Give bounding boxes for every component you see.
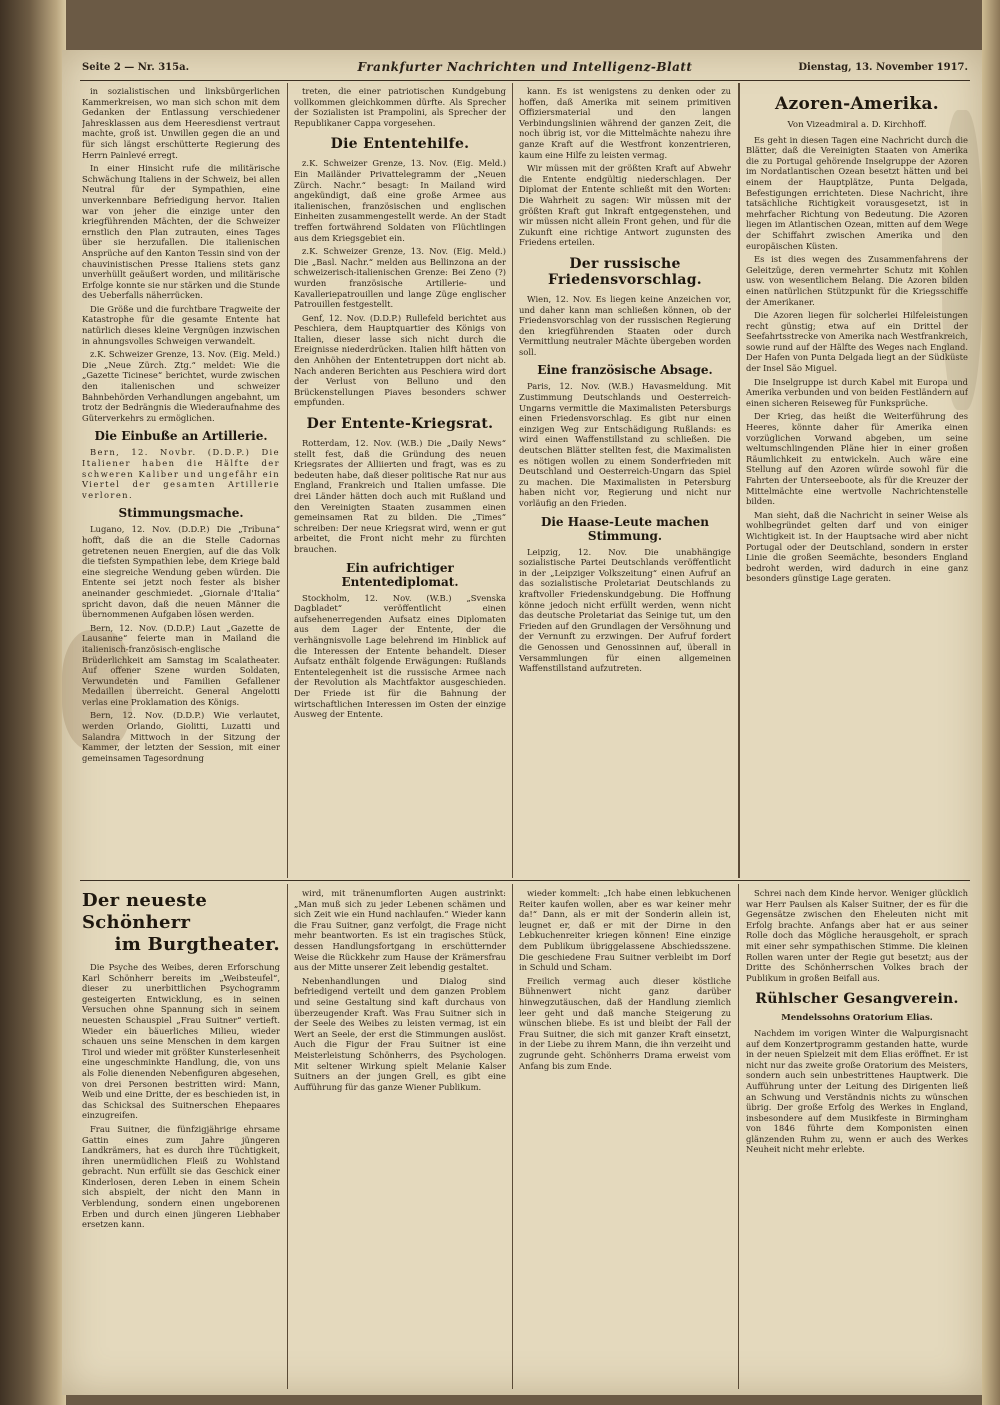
- paragraph: Frau Suitner, die fünfzigjährige ehrsame Gattin eines zum Jahre jüngeren Landkrämers, hat es durch ihre Tüchtigkeit, ihren unermüdlichen Fleiß zu Wohlstand gebracht. Nun erfüllt sie das Geschick einer Kinderlosen, deren Leben in einem Schein sich abspielt, der nicht den Mann in Verblendung, sondern einen ungeborenen Erben und durch einen jüngeren Liebhaber ersetzen kann.: [82, 1123, 280, 1230]
- paragraph: Freilich vermag auch dieser köstliche Bühnenwert nicht ganz darüber hinwegzutäuschen, daß der Handlung ziemlich leer geht und daß manche Steigerung zu wünschen bliebe. Es ist und bleibt der Fall der Frau Suitner, die sich mit ganzer Kraft einsetzt, in der Liebe zu ihrem Mann, die ihn verzeiht und zugrunde geht. Schönherrs Drama erweist vom Anfang bis zum Ende.: [519, 975, 731, 1071]
- headline-einbusse: Die Einbuße an Artillerie.: [94, 429, 268, 444]
- feuilleton-column-3: [519, 888, 731, 1388]
- paragraph: wird, mit tränenumflorten Augen austrinkt: „Man muß sich zu jeder Lebenen schämen und sich Zeit wie ein Hund nachlaufen.“ Wieder kann die Frau Suitner, ganz verfolgt, die Frage nicht mehr beantworten. Es ist ein tragisches Stück, dessen Handlungsfortgang in erschütternder Weise die Rückkehr zum Hause der Krämersfrau aus der Mitte unserer Zeit lebendig gestaltet.: [294, 888, 506, 973]
- paragraph: Stockholm, 12. Nov. (W.B.) „Svenska Dagbladet“ veröffentlicht einen aufsehenerregenden Aufsatz eines Diplomaten aus dem Lager der Entente, der die verhängnisvolle Lage belehrend im Hinblick auf die Interessen der Entente behandelt. Dieser Aufsatz enthält folgende Erwägungen: Rußlands Ententelegenheit ist die russische Armee nach der Revolution als Machtfaktor ausgeschieden. Der Friede ist für die Bahnung der wirtschaftlichen Interessen im Osten der einzige Ausweg der Entente.: [294, 592, 506, 720]
- paragraph: Die Inselgruppe ist durch Kabel mit Europa und Amerika verbunden und von beiden Festländern auf einen sicheren Reiseweg für Funksprüche.: [746, 376, 968, 408]
- paragraph: Lugano, 12. Nov. (D.D.P.) Die „Tribuna“ hofft, daß die an die Stelle Cadornas getretenen neuen Energien, auf die das Volk die tiefsten Sympathien lebe, dem Kriege bald eine siegreiche Wendung geben würden. Die Entente sei jetzt noch fester als bisher aneinander geschmiedet. „Giornale d'Italia“ spricht davon, daß die neuen Männer die übernommenen Aufgaben lösen werden.: [82, 524, 280, 620]
- paragraph: Bern, 12. Novbr. (D.D.P.) Die Italiener haben die Hälfte der schweren Kaliber und ungefähr ein Viertel der gesamten Artillerie verloren.: [82, 447, 280, 500]
- paragraph: treten, die einer patriotischen Kundgebung vollkommen gleichkommen dürfte. Als Sprecher der Sozialisten ist Prampolini, als Sprecher der Republikaner Cappa vorgesehen.: [294, 86, 506, 128]
- paragraph: Nebenhandlungen und Dialog sind befriedigend verteilt und dem ganzen Problem und seine Gestaltung sind kaft durchaus von überzeugender Kraft. Was Frau Suitner sich in der Seele des Weibes zu leisten vermag, ist ein Wert an Seele, der erst die Stimmungen auslöst. Auch die Figur der Frau Suitner ist eine Meisterleistung Schönherrs, des Psychologen. Mit seltener Wirkung spielt Melanie Kalser Suitners an der jungen Grell, es gibt eine Aufführung für das ganze Wiener Publikum.: [294, 975, 506, 1092]
- issue-date: Dienstag, 13. November 1917.: [798, 62, 968, 73]
- page-number: Seite 2 — Nr. 315a.: [82, 62, 190, 73]
- headline-friedensvorschlag: Der russische Friedensvorschlag.: [548, 255, 702, 288]
- headline-kriegsrat: Der Entente-Kriegsrat.: [306, 416, 494, 433]
- headline-ententediplomat: Ein aufrichtiger Ententediplomat.: [341, 560, 459, 589]
- headline-stimmungsmache: Stimmungsmache.: [118, 506, 244, 521]
- paragraph: z.K. Schweizer Grenze, 13. Nov. (Eig. Meld.) Ein Mailänder Privattelegramm der „Neuen Zürch. Nachr.“ besagt: In Mailand wird angekündigt, daß eine große Armee aus italienischen, französischen und englischen Einheiten zusammengestellt werde. An der Stadt treffen fortwährend Soldaten von Flüchtlingen aus dem Kriegsgebiet ein.: [294, 158, 506, 243]
- paragraph: Es ist dies wegen des Zusammenfahrens der Geleitzüge, deren vermehrter Schutz mit Kohlen usw. von wesentlichem Belang. Die Azoren bilden einen natürlichen Stützpunkt für die Kriegsschiffe der Amerikaner.: [746, 254, 968, 307]
- feuilleton-column-4: [746, 888, 968, 1388]
- section-rule: [80, 880, 970, 881]
- paragraph: Schrei nach dem Kinde hervor. Weniger glücklich war Herr Paulsen als Kalser Suitner, der es für die Gegensätze zwischen den Eheleuten nicht mit Erfolg brachte. Anfangs aber hat er aus seiner Rolle doch das Mögliche herausgeholt, er sprach mit einer sehr sympathischen Stimme. Die kleinen Rollen waren unter der Regie gut besetzt; aus der Dritte des Schönherrschen Volkes brach der Publikum in großen Beifall aus.: [746, 888, 968, 983]
- paragraph: Es geht in diesen Tagen eine Nachricht durch die Blätter, daß die Vereinigten Staaten von Amerika die zu Portugal gehörende Inselgruppe der Azoren im Nordatlantischen Ozean besetzt hätten und bei einem der Hauptplätze, Punta Delgada, Befestigungen errichteten. Diese Nachricht, ihre tatsächliche Richtigkeit vorausgesetzt, ist in mehrfacher Richtung von Bedeutung. Die Azoren liegen im Atlantischen Ozean, mitten auf dem Wege der Schiffahrt zwischen Amerika und den europäischen Küsten.: [746, 134, 968, 251]
- paragraph: Die Azoren liegen für solcherlei Hilfeleistungen recht günstig; etwa auf ein Drittel der Seefahrtsstrecke von Amerika nach Westfrankreich, sowie rund auf der Hälfte des Weges nach England. Der Hafen von Punta Delgada liegt an der Südküste der Insel São Miguel.: [746, 310, 968, 374]
- paragraph: Die Größe und die furchtbare Tragweite der Katastrophe für die gesamte Entente hat natürlich dieses kleine Vergnügen inzwischen in ahnungsvolles Schweigen verwandelt.: [82, 303, 280, 346]
- headline-haase-leute: Die Haase-Leute machen Stimmung.: [540, 514, 710, 543]
- paper-stain: [942, 110, 982, 410]
- subheadline-elias: Mendelssohns Oratorium Elias.: [781, 1013, 933, 1024]
- paragraph: Rotterdam, 12. Nov. (W.B.) Die „Daily News“ stellt fest, daß die Gründung des neuen Kriegsrates der Alliierten und fragt, was es zu bedeuten habe, daß dieser politische Rat nur aus England, Frankreich und Italien umfasse. Die drei Länder hätten doch auch mit Rußland und den Vereinigten Staaten zusammen einen gemeinsamen Rat zu bilden. Die „Times“ schreiben: Der neue Kriegsrat wird, wenn er gut arbeitet, die Front nicht mehr zu fürchten brauchen.: [294, 438, 506, 554]
- paragraph: z.K. Schweizer Grenze, 13. Nov. (Eig. Meld.) Die „Basl. Nachr.“ melden aus Bellinzona an der schweizerisch-italienischen Grenze: Bei Zeno (?) wurden französische Artillerie- und Kavalleriepatrouillen und lange Züge englischer Patrouillen festgestellt.: [294, 246, 506, 310]
- newspaper-name: Frankfurter Nachrichten und Intelligenz-Blatt: [357, 60, 693, 74]
- paragraph: wieder kommelt: „Ich habe einen lebkuchenen Reiter kaufen wollen, aber es war keiner mehr da!“ Dann, als er mit der Sonderin allein ist, leugnet er, daß er mit der Dirne in den Lebkuchenreiter kriegen können! Eine einzige dem Publikum übriggelassene Abschiedsszene. Die geschiedene Frau Suitner verbleibt im Dorf in Schuld und Scham.: [519, 888, 731, 973]
- paragraph: in sozialistischen und linksbürgerlichen Kammerkreisen, wo man sich schon mit dem Gedanken der Entlassung verschiedener Jahresklassen aus dem Heeresdienst vertraut machte, groß ist. Unwillen gegen die an und für sich längst erschütterte Regierung des Herrn Painlevé erregt.: [82, 86, 280, 160]
- headline-absage: Eine französische Absage.: [537, 363, 713, 378]
- paragraph: kann. Es ist wenigstens zu denken oder zu hoffen, daß Amerika mit seinem primitiven Offiziersmaterial und den langen Verbindungslinien während der ganzen Zeit, die noch übrig ist, vor die Mittelmächte nahezu ihre ganze Kraft auf die Westfront konzentrieren, kaum eine Hilfe zu leisten vermag.: [519, 86, 731, 160]
- article-column-1: [82, 86, 280, 876]
- headline-gesangverein: Rühlscher Gesangverein.: [755, 991, 959, 1008]
- feuilleton-column-1: [82, 888, 280, 1388]
- column-rule: [738, 83, 740, 878]
- headline-ententehilfe: Die Ententehilfe.: [330, 136, 470, 153]
- page-header: [82, 58, 968, 78]
- paragraph: Nachdem im vorigen Winter die Walpurgisnacht auf dem Konzertprogramm gestanden hatte, wurde in der neuen Spielzeit mit dem Elias eröffnet. Er ist nicht nur das zweite große Oratorium des Meisters, sondern auch sein unbestrittenes Hauptwerk. Die Aufführung unter der Leitung des Dirigenten ließ an Schwung und Verständnis nichts zu wünschen übrig. Der große Erfolg des Werkes in England, insbesondere auf dem Musikfeste in Birmingham von 1846 führte dem Komponisten einen glänzenden Ruhm zu, wenn er auch des Werkes Neuheit nicht mehr erlebte.: [746, 1027, 968, 1155]
- paragraph: Paris, 12. Nov. (W.B.) Havasmeldung. Mit Zustimmung Deutschlands und Oesterreich-Ungarns vermittle die Maximalisten Petersburgs einen Friedensvorschlag. Es gibt nur einen einzigen Weg zur Entschädigung Rußlands: es wird einen Waffenstillstand zu schließen. Die deutschen Blätter stellten fest, die Maximalisten es nötigen wollen zu einem Sonderfrieden mit Deutschland und Oesterreich-Ungarn das Spiel zu machen. Die Maximalisten in Petersburg haben nicht vor, Regierung und nicht nur vorläufig an den Frieden.: [519, 381, 731, 508]
- header-rule: [80, 80, 970, 81]
- article-column-2: [294, 86, 506, 876]
- paragraph: Genf, 12. Nov. (D.D.P.) Rullefeld berichtet aus Peschiera, dem Hauptquartier des Königs von Italien, dieser lasse sich nicht durch die Ereignisse niederdrücken. Italien hilft hätten von den Anhöhen der Ententetruppen dort nicht ab. Nach anderen Berichten aus Peschiera wird dort der Verlust von Belluno und den Brückenstellungen Piaves besonders schwer empfunden.: [294, 312, 506, 408]
- paper-stain: [62, 630, 132, 750]
- paragraph: In einer Hinsicht rufe die militärische Schwächung Italiens in der Schweiz, bei allen Neutral für der Sympathien, eine unverkennbare Befriedigung hervor. Italien war von jeher die einzige unter den kriegführenden Mächten, der die Schweizer ernstlich den Plan zutrauten, eines Tages über sie herzufallen. Die italienischen Ansprüche auf den Kanton Tessin sind von der chauvinistischen Presse Italiens stets ganz unverhüllt geäußert worden, und militärische Erfolge konnte sie nur stärken und die Stunde des Ueberfalls näherrücken.: [82, 163, 280, 301]
- column-rule: [287, 83, 288, 878]
- paragraph: Wir müssen mit der größten Kraft auf Abwehr die Entente endgültig niederschlagen. Der Diplomat der Entente schließt mit den Worten: Die Wahrheit zu sagen: Wir müssen mit der größten Kraft gut Inkraft entgegenstehen, und wir müssen nicht allein Front gehen, und für die Zukunft eine richtige Antwort zugunsten des Friedens erteilen.: [519, 163, 731, 248]
- paragraph: Man sieht, daß die Nachricht in seiner Weise als wohlbegründet gelten darf und von einiger Wichtigkeit ist. In der Hauptsache wird aber nicht Portugal oder der Deutschland, sondern in erster Linie die großen Seemächte, besonders England bedroht werden, wird dadurch in eine ganz besonders günstige Lage geraten.: [746, 509, 968, 584]
- paragraph: Der Krieg, das heißt die Weiterführung des Heeres, könnte daher für Amerika einen vorzüglichen Vorwand abgeben, um seine weltumschlingenden Pläne hier in einer großen Räumlichkeit zu entwickeln. Auch wäre eine Stellung auf den Azoren würde sowohl für die Fahrten der Unterseeboote, als für die Kreuzer der Mittelmächte eine wertvolle Nachrichtenstelle bilden.: [746, 411, 968, 507]
- headline-azoren: Azoren-Amerika.: [775, 94, 939, 114]
- paragraph: Bern, 12. Nov. (D.D.P.) Laut „Gazette de Lausanne“ feierte man in Mailand die italienisch-französisch-englische Brüderlichkeit am Samstag im Scalatheater. Auf offener Szene wurden Soldaten, Verwundeten und Familien Gefallener Medaillen überreicht. General Angelotti verlas eine Proklamation des Königs.: [82, 622, 280, 707]
- article-column-4: [746, 86, 968, 876]
- paragraph: Leipzig, 12. Nov. Die unabhängige sozialistische Partei Deutschlands veröffentlicht in der „Leipziger Volkszeitung“ einen Aufruf an das sozialistische Proletariat Deutschlands zu kraftvoller Friedenskundgebung. Die Hoffnung könne jedoch nicht erfüllt werden, wenn nicht das deutsche Proletariat das Seinige tut, um den Frieden auf den Grundlagen der Versöhnung und der Vernunft zu erzwingen. Der Aufruf fordert die Genossen und Genossinnen auf, überall in Versammlungen für einen allgemeinen Waffenstillstand aufzutreten.: [519, 546, 731, 674]
- author-byline: Von Vizeadmiral a. D. Kirchhoff.: [787, 120, 927, 130]
- paragraph: Die Psyche des Weibes, deren Erforschung Karl Schönherr bereits im „Weibsteufel“, dieser zu unerbittlichen Psychogramm gesteigerten Entwicklung, es in seinen Versuchen ohne Spannung sich in seinem neuesten Schauspiel „Frau Suitner“ vertieft. Wieder ein bäuerliches Milieu, wieder schauen uns seine Menschen in dem kargen Tirol und wieder mit größter Kunsterlesenheit eine ungeschminkte Handlung, die, von uns als Folie dienenden Nebenfiguren abgesehen, von drei Personen bestritten wird: Mann, Weib und eine Dritte, der es beschieden ist, in das Schicksal des Suitnerschen Ehepaares einzugreifen.: [82, 962, 280, 1121]
- paragraph: Bern, 12. Nov. (D.D.P.) Wie verlautet, werden Orlando, Giolitti, Luzatti und Salandra Mittwoch in der Sitzung der Kammer, der letzten der Session, mit einer gemeinsamen Tagesordnung: [82, 710, 280, 763]
- paragraph: z.K. Schweizer Grenze, 13. Nov. (Eig. Meld.) Die „Neue Zürch. Ztg.“ meldet: Wie die „Gazette Ticinese“ berichtet, wurde zwischen den italienischen und schweizer Bahnbehörden Verhandlungen angebahnt, um trotz der Bedrängnis die Wiederaufnahme des Güterverkehrs zu ermöglichen.: [82, 349, 280, 423]
- book-spine: [0, 0, 66, 1405]
- feuilleton-title: Der neueste Schönherr: [82, 890, 208, 933]
- column-rule: [512, 884, 513, 1389]
- article-column-3: [519, 86, 731, 876]
- newspaper-page: [62, 50, 982, 1395]
- next-page-edge: [982, 0, 1000, 1405]
- column-rule: [512, 83, 513, 878]
- paragraph: Wien, 12. Nov. Es liegen keine Anzeichen vor, und daher kann man schließen können, ob der Friedensvorschlag von der russischen Regierung den kriegführenden Staaten oder durch Vermittlung neutraler Mächte übergeben worden soll.: [519, 293, 731, 357]
- column-rule: [287, 884, 288, 1389]
- feuilleton-column-2: [294, 888, 506, 1388]
- feuilleton-title-line-2: im Burgtheater.: [114, 934, 280, 955]
- column-rule: [738, 884, 739, 1389]
